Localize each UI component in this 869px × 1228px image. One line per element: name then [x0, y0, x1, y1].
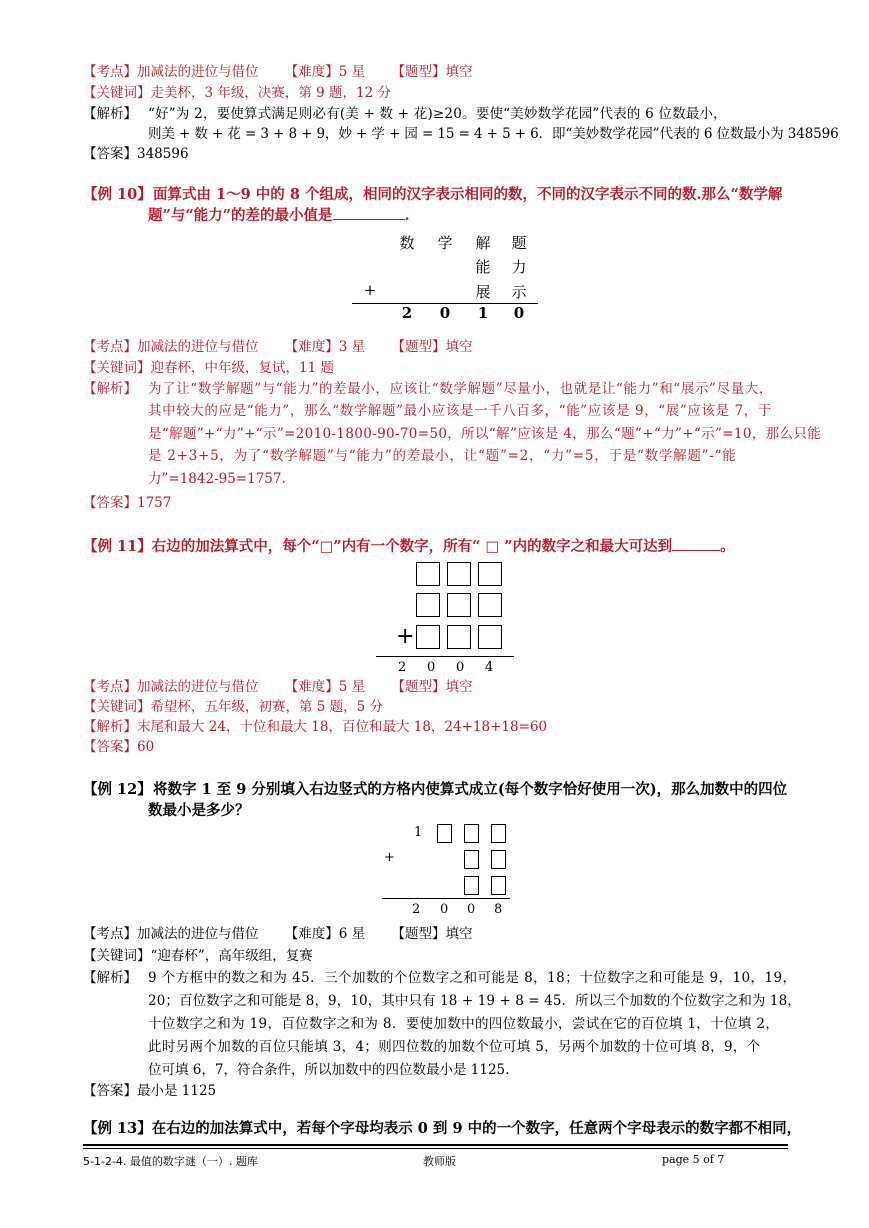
digit-box — [478, 593, 502, 617]
ex10-analysis-line: 是“解题”+“力”+“示”=2010-1800-90-70=50，所以“解”应该是 4，那么“题”+“力”+“示”=10，那么只能 — [148, 426, 822, 442]
keywords-tag: 【关键词】 — [83, 699, 151, 715]
keywords-value: 希望杯，五年级，初赛，第 5 题，5 分 — [150, 699, 384, 715]
tixing-tag: 【题型】 — [391, 64, 446, 80]
ex12-keywords — [83, 946, 313, 966]
result-digit: 0 — [427, 660, 436, 675]
puzzle-char: 力 — [511, 258, 527, 276]
ex10-analysis-line: 为了让“数学解题”与“能力”的差最小，应该让“数学解题”尽量小，也就是让“能力”和“展示”尽量大， — [148, 381, 773, 397]
ex13-label: 【例 13】 — [83, 1120, 152, 1137]
kaodian-tag: 【考点】 — [83, 339, 137, 355]
ex11-label: 【例 11】 — [83, 538, 152, 555]
ex10-keywords — [83, 358, 334, 378]
ex11-question-end: 。 — [720, 538, 735, 555]
digit-box — [478, 562, 502, 586]
ex10-analysis-line: 是 2+3+5，为了“数学解题”与“能力”的差最小，让“题”=2，“力”=5，于是“数学解题”-“能 — [148, 448, 737, 464]
result-digit: 8 — [494, 902, 503, 917]
answer-value: 348596 — [137, 146, 189, 162]
analysis-text: 末尾和最大 24，十位和最大 18，百位和最大 18，24+18+18=60 — [137, 719, 548, 735]
puzzle-char: 展 — [475, 283, 491, 301]
ex12-analysis-line: 9 个方框中的数之和为 45．三个加数的个位数字之和可能是 8，18；十位数字之和可能是 9，10，19， — [148, 970, 797, 986]
sum-line — [376, 656, 514, 657]
ex10-label: 【例 10】 — [83, 186, 152, 203]
tixing-value: 填空 — [445, 64, 473, 80]
answer-tag: 【答案】 — [83, 739, 137, 755]
footer-page-number: page 5 of 7 — [662, 1153, 725, 1166]
ex12-analysis-line: 此时另两个加数的百位只能填 3，4；则四位数的加数个位可填 5，另两个加数的十位可填 8，9，个 — [148, 1039, 761, 1055]
kaodian-tag: 【考点】 — [83, 64, 137, 80]
ex11-analysis — [83, 717, 547, 737]
ex9-analysis-line: “好”为 2，要使算式满足则必有(美 + 数 + 花)≥20。要使“美妙数学花园”代表的 6 位数最小， — [148, 106, 727, 122]
answer-value: 最小是 1125 — [137, 1083, 217, 1099]
plus-sign: + — [363, 281, 377, 299]
nandu-value: 5 星 — [338, 64, 366, 80]
ex11-meta-line — [83, 677, 472, 697]
tixing-tag: 【题型】 — [391, 339, 446, 355]
nandu-value: 6 星 — [338, 926, 366, 942]
lead-digit: 1 — [414, 825, 423, 840]
ex13-question-text: 在右边的加法算式中，若每个字母均表示 0 到 9 中的一个数字，任意两个字母表示的数字都不相同， — [151, 1120, 802, 1137]
nandu-tag: 【难度】 — [284, 64, 339, 80]
ex10-answer — [83, 493, 171, 513]
nandu-tag: 【难度】 — [284, 679, 339, 695]
result-digit: 2 — [398, 660, 407, 675]
footer-left: 5-1-2-4. 最值的数字谜（一）. 题库 — [83, 1155, 258, 1168]
ex13-question-line — [83, 1118, 801, 1139]
ex12-label: 【例 12】 — [83, 781, 152, 798]
answer-blank — [333, 219, 405, 220]
answer-value: 60 — [137, 739, 155, 755]
ex11-question-line — [83, 536, 735, 557]
digit-box — [491, 824, 506, 843]
keywords-tag: 【关键词】 — [83, 948, 151, 964]
result-digit: 0 — [513, 304, 525, 322]
answer-value: 1757 — [137, 495, 172, 511]
puzzle-char: 解 — [475, 234, 491, 252]
footer-rule — [83, 1148, 788, 1149]
digit-box — [491, 876, 506, 895]
keywords-value: 迎春杯，中年级，复试，11 题 — [150, 360, 334, 376]
answer-tag: 【答案】 — [83, 146, 137, 162]
answer-blank — [672, 550, 720, 551]
kaodian-tag: 【考点】 — [83, 679, 137, 695]
puzzle-char: 能 — [475, 258, 491, 276]
ex11-keywords — [83, 697, 383, 717]
digit-box — [464, 876, 479, 895]
result-digit: 0 — [456, 660, 465, 675]
keywords-value: “迎春杯”，高年级组，复赛 — [150, 948, 313, 964]
ex10-analysis-line: 力”=1842-95=1757. — [148, 471, 286, 487]
digit-box — [416, 593, 440, 617]
ex12-analysis-line: 位可填 6，7，符合条件，所以加数中的四位数最小是 1125. — [148, 1062, 510, 1078]
ex11-answer — [83, 737, 154, 757]
ex10-question-line: 面算式由 1～9 中的 8 个组成，相同的汉字表示相同的数，不同的汉字表示不同的数.那么“数学解 — [153, 186, 783, 203]
nandu-value: 5 星 — [338, 679, 366, 695]
nandu-tag: 【难度】 — [284, 339, 339, 355]
ex10-question-text: 题”与“能力”的差的最小值是 — [148, 207, 333, 224]
puzzle-char: 学 — [437, 234, 453, 252]
keywords-value: 走美杯，3 年级，决赛，第 9 题，12 分 — [150, 85, 392, 101]
ex9-analysis-tag: 【解析】 — [83, 106, 137, 122]
ex12-question-line: 将数字 1 至 9 分别填入右边竖式的方格内使算式成立(每个数字恰好使用一次)，那么加数中的四位 — [153, 781, 788, 798]
digit-box — [491, 850, 506, 869]
tixing-value: 填空 — [445, 339, 473, 355]
kaodian-tag: 【考点】 — [83, 926, 137, 942]
digit-box — [447, 562, 471, 586]
result-digit: 2 — [412, 902, 421, 917]
footer-rule — [83, 1144, 788, 1146]
result-digit: 2 — [401, 304, 413, 322]
digit-box — [478, 625, 502, 649]
result-digit: 0 — [467, 902, 476, 917]
result-digit: 4 — [485, 660, 494, 675]
plus-sign: + — [396, 624, 415, 649]
result-digit: 1 — [477, 304, 489, 322]
ex9-meta-line — [83, 62, 472, 82]
kaodian-value: 加减法的进位与借位 — [137, 64, 259, 80]
ex9-analysis-line: 则美 + 数 + 花 = 3 + 8 + 9，妙 + 学 + 园 = 15 = 4 + 5 + 6．即“美妙数学花园”代表的 6 位数最小为 348596 — [148, 126, 839, 142]
answer-tag: 【答案】 — [83, 495, 137, 511]
digit-box — [464, 850, 479, 869]
keywords-tag: 【关键词】 — [83, 85, 151, 101]
ex12-analysis-tag: 【解析】 — [83, 970, 137, 986]
tixing-tag: 【题型】 — [391, 679, 446, 695]
analysis-tag: 【解析】 — [83, 719, 137, 735]
digit-box — [447, 593, 471, 617]
keywords-tag: 【关键词】 — [83, 360, 151, 376]
nandu-value: 3 星 — [338, 339, 366, 355]
ex12-answer — [83, 1081, 216, 1101]
digit-box — [437, 824, 452, 843]
ex12-question-line: 数最小是多少？ — [148, 802, 250, 819]
ex10-question-end: . — [404, 207, 410, 224]
result-digit: 0 — [440, 902, 449, 917]
ex10-analysis-tag: 【解析】 — [83, 381, 137, 397]
nandu-tag: 【难度】 — [284, 926, 339, 942]
result-digit: 0 — [439, 304, 451, 322]
ex10-analysis-line: 其中较大的应是“能力”，那么“数学解题”最小应该是一千八百多，“能”应该是 9，“展”应该是 7，于 — [148, 403, 772, 419]
digit-box — [464, 824, 479, 843]
tixing-value: 填空 — [445, 926, 473, 942]
puzzle-char: 示 — [511, 283, 527, 301]
ex12-meta-line — [83, 924, 472, 944]
digit-box — [447, 625, 471, 649]
answer-tag: 【答案】 — [83, 1083, 137, 1099]
ex9-keywords — [83, 83, 391, 103]
plus-sign: + — [384, 850, 395, 865]
ex12-analysis-line: 20；百位数字之和可能是 8，9，10，其中只有 18 + 19 + 8 = 45．所以三个加数的个位数字之和为 18， — [148, 993, 801, 1009]
ex11-question-text: 右边的加法算式中，每个“□”内有一个数字，所有“ □ ”内的数字之和最大可达到 — [151, 538, 673, 555]
sum-line — [382, 898, 510, 899]
ex9-answer — [83, 144, 189, 164]
puzzle-char: 数 — [399, 234, 415, 252]
ex10-question-line — [148, 205, 410, 226]
footer-center: 教师版 — [423, 1155, 456, 1168]
kaodian-value: 加减法的进位与借位 — [137, 679, 259, 695]
kaodian-value: 加减法的进位与借位 — [137, 926, 259, 942]
tixing-value: 填空 — [445, 679, 473, 695]
ex12-analysis-line: 十位数字之和为 19，百位数字之和为 8．要使加数中的四位数最小，尝试在它的百位填 1，十位填 2， — [148, 1016, 780, 1032]
ex10-meta-line — [83, 337, 472, 357]
tixing-tag: 【题型】 — [391, 926, 446, 942]
puzzle-char: 题 — [511, 234, 527, 252]
digit-box — [416, 625, 440, 649]
digit-box — [416, 562, 440, 586]
kaodian-value: 加减法的进位与借位 — [137, 339, 259, 355]
